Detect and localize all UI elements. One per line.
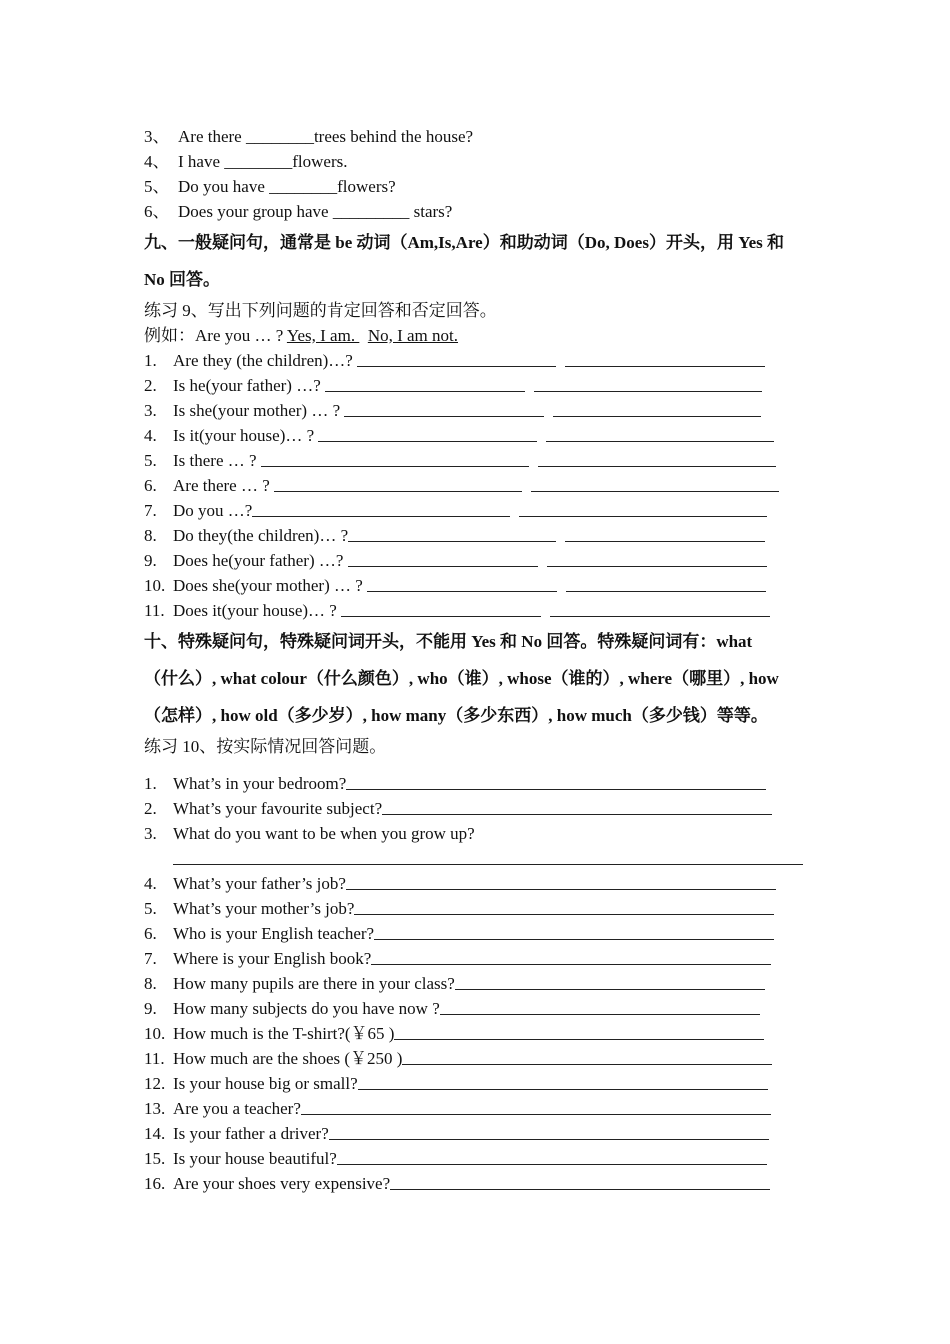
item-number: 11.	[144, 601, 165, 620]
item-number: 11.	[144, 1049, 165, 1068]
indent	[144, 846, 173, 871]
answer-blank[interactable]	[550, 598, 770, 617]
item-number: 14.	[144, 1124, 166, 1143]
answer-blank[interactable]	[261, 448, 529, 467]
list-item	[144, 1021, 814, 1046]
answer-blank[interactable]	[358, 1071, 768, 1090]
item-number: 2.	[144, 376, 157, 395]
item-number: 15.	[144, 1149, 166, 1168]
item-number: 9.	[144, 999, 157, 1018]
item-number: 3、	[144, 127, 170, 146]
item-number: 10.	[144, 1024, 166, 1043]
answer-blank[interactable]	[252, 498, 510, 517]
answer-blank[interactable]	[547, 548, 767, 567]
list-item	[144, 1096, 814, 1121]
answer-blank[interactable]	[455, 971, 765, 990]
item-number: 8.	[144, 526, 157, 545]
list-item	[144, 523, 814, 548]
item-text: Who is your English teacher?	[173, 924, 375, 943]
answer-blank[interactable]	[371, 946, 771, 965]
answer-blank[interactable]	[546, 423, 774, 442]
item-text: Is there … ?	[173, 451, 257, 470]
example-yes-answer: Yes, I am.	[286, 326, 360, 345]
list-item-continuation	[144, 846, 814, 871]
item-text: Is your father a driver?	[173, 1124, 329, 1143]
item-text: Is your house big or small?	[173, 1074, 358, 1093]
answer-blank[interactable]	[534, 373, 762, 392]
answer-blank[interactable]	[329, 1121, 769, 1140]
answer-blank[interactable]	[274, 473, 522, 492]
exercise10-title: 练习 10、按实际情况回答问题。	[144, 737, 387, 756]
section10-heading-line1: 十、特殊疑问句，特殊疑问词开头，不能用 Yes 和 No 回答。特殊疑问词有：what	[144, 632, 753, 651]
list-item	[144, 1071, 814, 1096]
item-text: Does he(your father) …?	[173, 551, 344, 570]
list-item	[144, 821, 814, 846]
item-number: 12.	[144, 1074, 166, 1093]
item-number: 8.	[144, 974, 157, 993]
answer-blank[interactable]	[565, 348, 765, 367]
item-text: What’s in your bedroom?	[173, 774, 347, 793]
item-text: Do you …?	[173, 501, 253, 520]
item-number: 4、	[144, 152, 170, 171]
section9-heading-line2: No 回答。	[144, 270, 221, 289]
answer-blank[interactable]	[325, 373, 525, 392]
section8-list	[144, 124, 814, 224]
item-text: How much are the shoes (￥250 )	[173, 1049, 403, 1068]
list-item	[144, 1146, 814, 1171]
list-item	[144, 771, 814, 796]
answer-blank[interactable]	[565, 523, 765, 542]
item-text: Are you a teacher?	[173, 1099, 301, 1118]
item-number: 6.	[144, 476, 157, 495]
item-text: How many subjects do you have now ?	[173, 999, 440, 1018]
answer-blank[interactable]	[538, 448, 776, 467]
list-item	[144, 1046, 814, 1071]
item-number: 1.	[144, 774, 157, 793]
list-item	[144, 423, 814, 448]
item-text: Is it(your house)… ?	[173, 426, 315, 445]
item-text: What’s your favourite subject?	[173, 799, 383, 818]
item-text: Does she(your mother) … ?	[173, 576, 363, 595]
answer-blank[interactable]	[337, 1146, 767, 1165]
answer-blank[interactable]	[341, 598, 541, 617]
item-text: I have ________flowers.	[178, 152, 348, 171]
list-item	[144, 996, 814, 1021]
answer-blank[interactable]	[357, 348, 556, 367]
item-text: What’s your mother’s job?	[173, 899, 355, 918]
spacer	[144, 759, 814, 771]
list-item	[144, 448, 814, 473]
item-text: Do you have ________flowers?	[178, 177, 396, 196]
answer-blank[interactable]	[344, 398, 544, 417]
list-item	[144, 971, 814, 996]
item-number: 13.	[144, 1099, 166, 1118]
answer-blank[interactable]	[374, 921, 774, 940]
list-item	[144, 1121, 814, 1146]
list-item	[144, 473, 814, 498]
item-number: 2.	[144, 799, 157, 818]
answer-blank[interactable]	[566, 573, 766, 592]
item-number: 1.	[144, 351, 157, 370]
worksheet-page	[144, 124, 814, 1196]
list-item	[144, 548, 814, 573]
answer-blank[interactable]	[367, 573, 557, 592]
item-number: 3.	[144, 401, 157, 420]
item-text: What’s your father’s job?	[173, 874, 346, 893]
item-text: Is she(your mother) … ?	[173, 401, 341, 420]
list-item	[144, 921, 814, 946]
answer-blank[interactable]	[173, 846, 803, 865]
list-item	[144, 946, 814, 971]
exercise9-example	[144, 323, 814, 348]
list-item	[144, 573, 814, 598]
answer-blank[interactable]	[346, 871, 776, 890]
item-number: 7.	[144, 949, 157, 968]
item-text: Is your house beautiful?	[173, 1149, 337, 1168]
list-item	[144, 398, 814, 423]
answer-blank[interactable]	[348, 548, 538, 567]
answer-blank[interactable]	[553, 398, 761, 417]
list-item	[144, 598, 814, 623]
item-number: 6.	[144, 924, 157, 943]
list-item	[144, 896, 814, 921]
section10-heading-line3: （怎样）, how old（多少岁）, how many（多少东西）, how much（多少钱）等等。	[144, 706, 768, 725]
list-item	[144, 199, 814, 224]
item-number: 5.	[144, 451, 157, 470]
item-number: 4.	[144, 426, 157, 445]
answer-blank[interactable]	[440, 996, 760, 1015]
list-item	[144, 149, 814, 174]
list-item	[144, 498, 814, 523]
answer-blank[interactable]	[531, 473, 779, 492]
item-text: Does it(your house)… ?	[173, 601, 337, 620]
item-text: Does your group have _________ stars?	[178, 202, 453, 221]
answer-blank[interactable]	[301, 1096, 771, 1115]
answer-blank[interactable]	[402, 1046, 772, 1065]
item-number: 7.	[144, 501, 157, 520]
answer-blank[interactable]	[354, 896, 774, 915]
item-text: Where is your English book?	[173, 949, 372, 968]
item-text: Are they (the children)…?	[173, 351, 353, 370]
item-text: What do you want to be when you grow up?	[173, 824, 475, 843]
answer-blank[interactable]	[519, 498, 767, 517]
item-number: 4.	[144, 874, 157, 893]
item-number: 5.	[144, 899, 157, 918]
answer-blank[interactable]	[390, 1171, 770, 1190]
item-number: 3.	[144, 824, 157, 843]
list-item	[144, 871, 814, 896]
item-number: 9.	[144, 551, 157, 570]
item-text: Are your shoes very expensive?	[173, 1174, 391, 1193]
exercise10-list	[144, 771, 814, 1196]
example-no-answer: No, I am not.	[367, 326, 459, 345]
item-text: Are there ________trees behind the house?	[178, 127, 474, 146]
list-item	[144, 1171, 814, 1196]
list-item	[144, 174, 814, 199]
item-text: Do they(the children)… ?	[173, 526, 349, 545]
list-item	[144, 124, 814, 149]
list-item	[144, 348, 814, 373]
item-text: Are there … ?	[173, 476, 270, 495]
answer-blank[interactable]	[318, 423, 537, 442]
section10-heading-line2: （什么）, what colour（什么颜色）, who（谁）, whose（谁的）, where（哪里）, how	[144, 669, 779, 688]
item-number: 10.	[144, 576, 166, 595]
list-item	[144, 796, 814, 821]
item-text: Is he(your father) …?	[173, 376, 321, 395]
example-prefix: 例如：Are you … ?	[144, 326, 287, 345]
item-number: 16.	[144, 1174, 166, 1193]
item-number: 5、	[144, 177, 170, 196]
list-item	[144, 373, 814, 398]
item-number: 6、	[144, 202, 170, 221]
exercise9-list	[144, 348, 814, 623]
exercise9-title: 练习 9、写出下列问题的肯定回答和否定回答。	[144, 301, 497, 320]
answer-blank[interactable]	[394, 1021, 764, 1040]
answer-blank[interactable]	[348, 523, 556, 542]
item-text: How many pupils are there in your class?	[173, 974, 455, 993]
item-text: How much is the T-shirt?(￥65 )	[173, 1024, 395, 1043]
answer-blank[interactable]	[382, 796, 772, 815]
answer-blank[interactable]	[346, 771, 766, 790]
section9-heading-line1: 九、一般疑问句，通常是 be 动词（Am,Is,Are）和助动词（Do, Does）开头，用 Yes 和	[144, 233, 784, 252]
